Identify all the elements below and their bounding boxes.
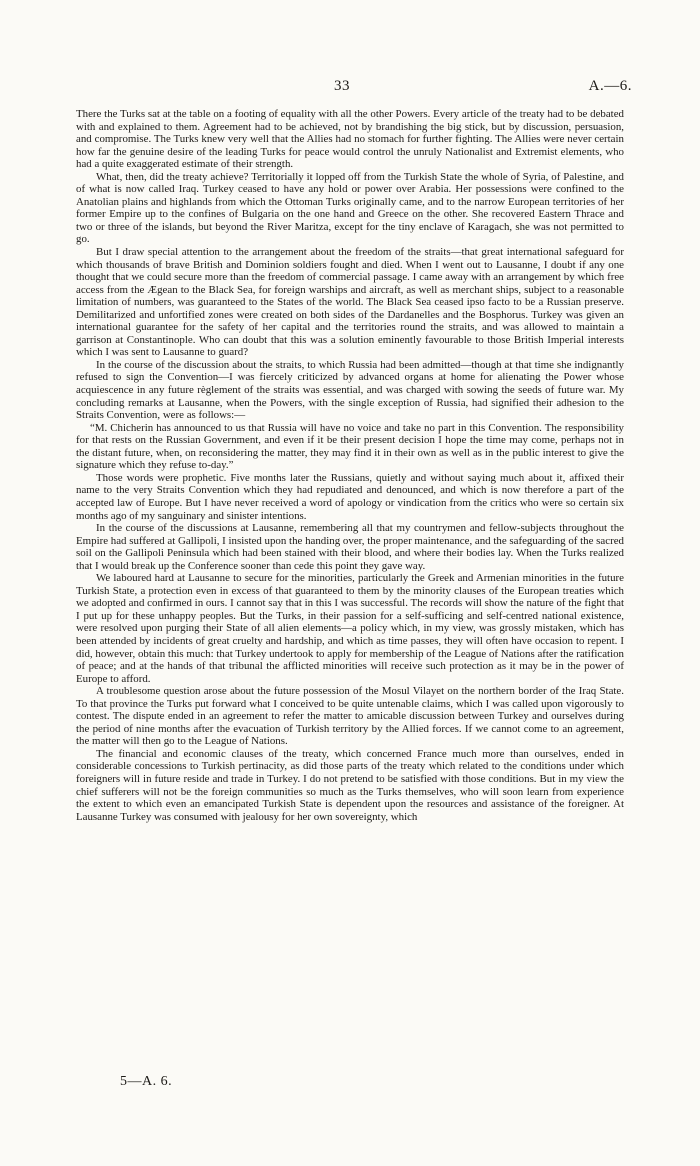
paragraph: The financial and economic clauses of the treaty, which concerned France much more than ourselves, ended in considerable concessions to Turkish pertinacity, as did those parts of the treaty which related to the conditions under which foreigners will in future reside and trade in Turkey. I do not pretend to be satisfied with those conditions. But in my view the chief sufferers will not be the foreign communities so much as the Turks themselves, who will soon learn from experience the extent to which even an emancipated Turkish State is dependent upon the resources and assistance of the foreigner. At Lausanne Turkey was consumed with jealousy for her own sovereignty, which [76,747,624,823]
document-reference: A.—6. [588,78,632,94]
paragraph: What, then, did the treaty achieve? Territorially it lopped off from the Turkish State the whole of Syria, of Palestine, and of what is now called Iraq. Turkey ceased to have any hold or power over Arabia. Her possessions were confined to the Anatolian plains and highlands from which the Ottoman Turks originally came, and to the narrow European territories of her former Empire up to the confines of Bulgaria on the one hand and Greece on the other. She recovered Eastern Thrace and two or three of the islands, but beyond the River Maritza, except for the tiny enclave of Karagach, she was not permitted to go. [76,170,624,246]
quoted-paragraph: “M. Chicherin has announced to us that Russia will have no voice and take no part in this Convention. The responsibility for that rests on the Russian Government, and even if it be their present decision I hope the time may come, perhaps not in the distant future, when, on reconsidering the matter, they may find it in their own as well as in the public interest to give the signature which they refuse to-day.” [76,421,624,472]
page-number: 33 [334,78,350,94]
paragraph: Those words were prophetic. Five months later the Russians, quietly and without saying much about it, affixed their name to the very Straits Convention which they had repudiated and denounced, and which is now therefore a part of the accepted law of Europe. But I have never received a word of apology or vindication from the critics who were so certain six months ago of my sanguinary and sinister intentions. [76,471,624,522]
paragraph: We laboured hard at Lausanne to secure for the minorities, particularly the Greek and Armenian minorities in the future Turkish State, a protection even in excess of that guaranteed to them by the minority clauses of the European treaties which we adopted and confirmed in ours. I cannot say that in this I was successful. The records will show the nature of the fight that I put up for these unhappy peoples. But the Turks, in their passion for a self-sufficing and self-centred national existence, were resolved upon purging their State of all alien elements—a policy which, in my view, was grossly mistaken, which has been attended by incidents of great cruelty and hardship, and which as time passes, they will often have occasion to repent. I did, however, obtain this much: that Turkey undertook to apply for membership of the League of Nations after the ratification of peace; and at the hands of that tribunal the afflicted minorities will receive such protection as it may be in the power of Europe to afford. [76,572,624,685]
paragraph: In the course of the discussion about the straits, to which Russia had been admitted—though at that time she indignantly refused to sign the Convention—I was fiercely criticized by advanced organs at home for alienating the Power whose acquiescence in any future règlement of the straits was essential, and was charged with sowing the seeds of future war. My concluding remarks at Lausanne, when the Powers, with the single exception of Russia, had signified their adhesion to the Straits Convention, were as follows:— [76,358,624,422]
paragraph: But I draw special attention to the arrangement about the freedom of the straits—that great international safeguard for which thousands of brave British and Dominion soldiers fought and died. When I went out to Lausanne, I doubt if any one thought that we could secure more than the freedom of commercial passage. I came away with an arrangement by which free access from the Ægean to the Black Sea, for foreign warships and aircraft, as well as merchant ships, subject to a reasonable limitation of numbers, was guaranteed to the States of the world. The Black Sea ceased ipso facto to be a Russian preserve. Demilitarized and unfortified zones were created on both sides of the Dardanelles and the Bosphorus. Turkey was given an international guarantee for the safety of her capital and the territories round the straits, and was allowed to maintain a garrison at Constantinople. Who can doubt that this was a solution eminently favourable to those British Imperial interests which I was sent to Lausanne to guard? [76,246,624,359]
paragraph: In the course of the discussions at Lausanne, remembering all that my countrymen and fellow-subjects throughout the Empire had suffered at Gallipoli, I insisted upon the handing over, the proper maintenance, and the safeguarding of the sacred soil on the Gallipoli Peninsula which had been stained with their blood, and where their bodies lay. When the Turks realized that I would break up the Conference sooner than cede this point they gave way. [76,522,624,572]
paragraph: A troublesome question arose about the future possession of the Mosul Vilayet on the northern border of the Iraq State. To that province the Turks put forward what I conceived to be quite untenable claims, which I was called upon vigorously to contest. The dispute ended in an agreement to refer the matter to amicable discussion between Turkey and ourselves during the period of nine months after the evacuation of Turkish territory by the Allied forces. If we cannot come to an agreement, the matter will then go to the League of Nations. [76,685,624,748]
body-text [76,108,624,823]
paragraph: There the Turks sat at the table on a footing of equality with all the other Powers. Every article of the treaty had to be debated with and explained to them. Agreement had to be achieved, not by brandishing the big stick, but by discussion, persuasion, and compromise. The Turks knew very well that the Allies had no stomach for further fighting. The Allies were never certain how far the genuine desire of the leading Turks for peace would control the unruly Nationalist and Extremist elements, who had a quite exaggerated estimate of their strength. [76,108,624,171]
signature-reference: 5—A. 6. [120,1074,173,1089]
